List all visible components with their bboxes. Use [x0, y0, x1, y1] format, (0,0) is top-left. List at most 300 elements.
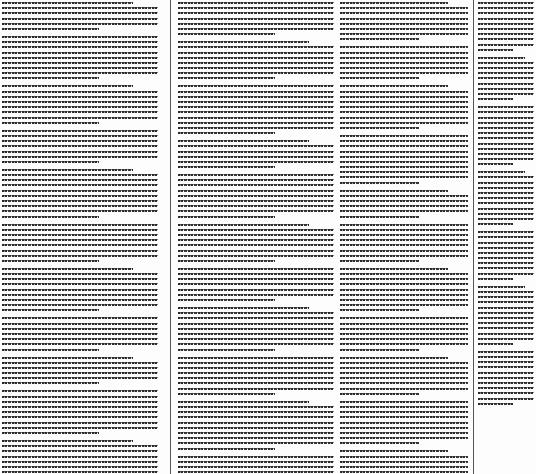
text-line [2, 250, 158, 252]
text-line [478, 182, 534, 184]
text-line [2, 28, 99, 30]
text-line [178, 96, 334, 98]
paragraph [340, 2, 468, 40]
text-line [340, 52, 468, 54]
text-line [178, 166, 275, 168]
text-line [340, 151, 468, 153]
paragraph [178, 268, 334, 301]
text-line [178, 57, 334, 59]
text-line [340, 328, 468, 330]
text-line [2, 357, 133, 359]
text-line [178, 190, 334, 192]
text-line [178, 205, 334, 207]
text-line [478, 44, 534, 46]
text-line [340, 273, 468, 275]
text-line [178, 195, 334, 197]
text-line [178, 41, 309, 43]
text-line [478, 33, 534, 35]
text-line [178, 328, 334, 330]
text-line [178, 2, 334, 4]
text-line [478, 377, 534, 379]
text-line [178, 151, 334, 153]
paragraph [178, 174, 334, 218]
text-line [2, 18, 158, 20]
text-line [178, 411, 334, 413]
text-line [340, 309, 419, 311]
text-line [178, 268, 334, 270]
text-line [2, 140, 158, 142]
text-line [178, 161, 334, 163]
paragraph [178, 307, 334, 351]
text-line [340, 200, 468, 202]
text-line [2, 289, 158, 291]
text-line [340, 166, 468, 168]
text-line [478, 223, 513, 225]
text-line [2, 151, 158, 153]
text-line [2, 145, 158, 147]
text-line [2, 299, 158, 301]
text-line [478, 231, 534, 233]
text-line [178, 448, 275, 450]
text-line [340, 382, 468, 384]
text-line [178, 33, 275, 35]
text-line [340, 323, 468, 325]
text-line [478, 163, 513, 165]
text-line [478, 137, 534, 139]
text-line [340, 117, 468, 119]
paragraph [178, 41, 334, 79]
paragraph [2, 357, 158, 385]
text-line [478, 372, 534, 374]
text-line [340, 62, 468, 64]
text-line [2, 85, 133, 87]
text-line [478, 187, 534, 189]
text-line [478, 143, 534, 145]
paragraph [340, 268, 468, 312]
text-line [2, 260, 99, 262]
text-line [340, 338, 468, 340]
text-line [340, 450, 448, 452]
text-line [178, 372, 334, 374]
text-line [178, 179, 334, 181]
text-line [2, 338, 158, 340]
text-line [340, 190, 448, 192]
text-line [178, 442, 334, 444]
text-line [2, 273, 158, 275]
text-line [340, 135, 468, 137]
text-line [340, 244, 468, 246]
text-line [2, 377, 158, 379]
text-line [2, 317, 158, 319]
text-line [478, 7, 534, 9]
column-rule [473, 0, 474, 474]
text-line [2, 416, 158, 418]
text-line [478, 213, 534, 215]
text-line [2, 255, 158, 257]
text-line [178, 234, 334, 236]
text-line [2, 244, 158, 246]
text-line [178, 427, 334, 429]
text-line [478, 307, 534, 309]
paragraph [178, 140, 334, 168]
text-line [2, 7, 158, 9]
text-line [478, 327, 534, 329]
text-line [178, 294, 334, 296]
paragraph [340, 317, 468, 350]
text-line [478, 286, 525, 288]
text-line [478, 236, 534, 238]
text-line [478, 296, 534, 298]
text-line [178, 333, 334, 335]
text-line [340, 161, 468, 163]
text-line [340, 471, 468, 473]
text-line [478, 361, 534, 363]
text-line [2, 36, 158, 38]
text-line [178, 127, 334, 129]
text-line [340, 122, 468, 124]
text-line [340, 260, 419, 262]
text-line [478, 132, 534, 134]
text-line [2, 72, 158, 74]
text-line [340, 216, 419, 218]
text-line [478, 153, 534, 155]
text-line [340, 91, 468, 93]
text-line [478, 38, 534, 40]
text-line [340, 171, 468, 173]
text-line [2, 41, 158, 43]
text-line [2, 117, 158, 119]
text-line [2, 23, 158, 25]
text-line [2, 471, 158, 473]
paragraph [178, 2, 334, 35]
text-line [2, 396, 158, 398]
paragraph [340, 190, 468, 218]
text-line [478, 398, 534, 400]
text-line [340, 2, 448, 4]
text-line [2, 328, 158, 330]
text-line [178, 393, 275, 395]
text-line [2, 461, 158, 463]
text-line [178, 132, 275, 134]
text-line [178, 174, 334, 176]
text-line [2, 229, 158, 231]
text-line [2, 343, 158, 345]
text-line [2, 362, 158, 364]
text-line [478, 202, 534, 204]
text-line [478, 18, 534, 20]
text-line [178, 111, 334, 113]
text-line [478, 301, 534, 303]
text-column-3 [338, 0, 470, 474]
text-line [178, 244, 334, 246]
text-line [2, 422, 158, 424]
text-line [178, 456, 334, 458]
text-line [178, 382, 334, 384]
text-line [2, 190, 158, 192]
text-line [478, 278, 513, 280]
text-line [340, 456, 468, 458]
text-line [340, 7, 468, 9]
text-line [478, 338, 534, 340]
text-line [340, 176, 468, 178]
text-line [478, 72, 534, 74]
paragraph [340, 401, 468, 445]
text-line [178, 422, 334, 424]
text-line [478, 67, 534, 69]
text-line [178, 401, 309, 403]
text-line [340, 349, 419, 351]
text-line [178, 307, 309, 309]
text-line [340, 12, 468, 14]
text-line [478, 106, 534, 108]
text-line [478, 158, 534, 160]
text-line [178, 23, 334, 25]
text-line [178, 362, 334, 364]
text-line [340, 388, 468, 390]
text-line [178, 289, 334, 291]
text-line [2, 234, 158, 236]
paragraph [2, 130, 158, 163]
text-line [340, 195, 468, 197]
text-column-1 [0, 0, 160, 474]
text-line [340, 250, 468, 252]
text-line [478, 366, 534, 368]
text-line [478, 98, 513, 100]
text-line [2, 156, 158, 158]
text-line [178, 255, 334, 257]
text-line [2, 91, 158, 93]
text-line [178, 343, 334, 345]
text-line [178, 12, 334, 14]
text-line [340, 401, 468, 403]
text-line [478, 192, 534, 194]
text-column-4 [476, 0, 536, 474]
paragraph [340, 135, 468, 184]
text-line [2, 411, 158, 413]
paragraph [478, 351, 534, 405]
paragraph [2, 268, 158, 312]
text-line [340, 432, 468, 434]
text-line [2, 466, 158, 468]
text-line [478, 197, 534, 199]
text-line [178, 461, 334, 463]
text-line [340, 268, 448, 270]
text-line [178, 210, 334, 212]
text-line [2, 161, 99, 163]
paragraph [340, 46, 468, 79]
paragraph [478, 2, 534, 51]
paragraph [478, 286, 534, 345]
text-line [478, 403, 513, 405]
text-line [178, 85, 334, 87]
text-line [178, 471, 334, 473]
text-line [478, 356, 534, 358]
text-line [2, 12, 158, 14]
text-line [478, 23, 534, 25]
paragraph [340, 357, 468, 395]
text-line [478, 93, 534, 95]
text-line [178, 239, 334, 241]
text-line [478, 77, 534, 79]
text-line [478, 267, 534, 269]
paragraph [2, 2, 158, 30]
text-line [2, 130, 158, 132]
text-line [340, 333, 468, 335]
text-line [478, 312, 534, 314]
text-line [340, 46, 468, 48]
text-line [178, 101, 334, 103]
text-line [2, 169, 133, 171]
text-line [478, 317, 534, 319]
text-line [2, 323, 158, 325]
text-line [2, 184, 158, 186]
text-line [2, 57, 158, 59]
text-line [178, 323, 334, 325]
text-line [178, 224, 309, 226]
text-line [478, 57, 525, 59]
text-line [2, 283, 158, 285]
text-line [340, 406, 468, 408]
text-line [2, 224, 158, 226]
paragraph [478, 231, 534, 280]
text-line [340, 23, 468, 25]
text-line [2, 427, 158, 429]
paragraph [478, 171, 534, 225]
text-line [178, 278, 334, 280]
text-line [2, 349, 99, 351]
text-line [340, 283, 468, 285]
text-line [478, 148, 534, 150]
text-line [340, 362, 468, 364]
text-line [178, 140, 309, 142]
text-line [2, 205, 158, 207]
text-line [340, 411, 468, 413]
text-line [2, 401, 158, 403]
text-line [2, 390, 158, 392]
text-line [478, 2, 534, 4]
text-line [2, 294, 158, 296]
text-line [478, 242, 534, 244]
text-line [178, 229, 334, 231]
text-line [2, 2, 133, 4]
text-line [340, 255, 468, 257]
text-line [2, 278, 158, 280]
text-line [478, 122, 534, 124]
text-line [478, 343, 513, 345]
text-line [478, 62, 534, 64]
text-line [478, 83, 534, 85]
text-line [2, 268, 133, 270]
text-line [478, 12, 534, 14]
text-line [2, 372, 158, 374]
text-line [2, 406, 158, 408]
paragraph [2, 85, 158, 123]
text-line [478, 273, 534, 275]
text-line [2, 77, 99, 79]
text-line [178, 184, 334, 186]
text-line [478, 176, 534, 178]
text-line [178, 338, 334, 340]
text-line [340, 38, 419, 40]
paragraph [2, 390, 158, 434]
paragraph [2, 440, 158, 474]
text-line [178, 28, 334, 30]
text-line [340, 28, 468, 30]
text-line [340, 343, 468, 345]
text-line [340, 466, 468, 468]
text-line [340, 205, 468, 207]
text-line [2, 210, 158, 212]
text-line [340, 182, 419, 184]
text-line [2, 62, 158, 64]
text-line [340, 210, 468, 212]
text-line [340, 442, 419, 444]
paragraph [340, 224, 468, 262]
text-line [178, 283, 334, 285]
text-line [478, 247, 534, 249]
text-line [178, 377, 334, 379]
text-line [340, 239, 468, 241]
text-line [478, 28, 534, 30]
text-line [178, 299, 275, 301]
column-rule [170, 0, 171, 474]
text-line [478, 49, 513, 51]
text-line [478, 88, 534, 90]
text-line [178, 7, 334, 9]
text-line [340, 145, 468, 147]
text-line [178, 122, 334, 124]
text-line [340, 427, 468, 429]
text-line [178, 106, 334, 108]
text-line [340, 77, 419, 79]
text-line [2, 309, 99, 311]
text-line [178, 317, 334, 319]
text-line [340, 294, 468, 296]
text-line [340, 111, 468, 113]
text-line [340, 224, 468, 226]
text-line [2, 445, 158, 447]
text-line [340, 67, 468, 69]
text-line [178, 117, 334, 119]
text-line [478, 252, 534, 254]
text-line [178, 145, 334, 147]
text-line [178, 406, 334, 408]
text-line [340, 372, 468, 374]
text-line [178, 18, 334, 20]
text-line [2, 367, 158, 369]
text-line [340, 234, 468, 236]
text-line [2, 46, 158, 48]
paragraph [478, 57, 534, 101]
text-line [178, 67, 334, 69]
text-line [178, 416, 334, 418]
text-line [2, 67, 158, 69]
text-line [478, 171, 525, 173]
text-line [2, 382, 99, 384]
text-line [340, 72, 468, 74]
text-line [2, 239, 158, 241]
text-line [2, 174, 158, 176]
paragraph [178, 401, 334, 450]
text-line [340, 278, 468, 280]
text-line [2, 456, 158, 458]
text-line [178, 62, 334, 64]
paragraph [2, 36, 158, 80]
text-line [2, 96, 158, 98]
text-line [478, 387, 534, 389]
text-line [340, 422, 468, 424]
text-line [340, 461, 468, 463]
